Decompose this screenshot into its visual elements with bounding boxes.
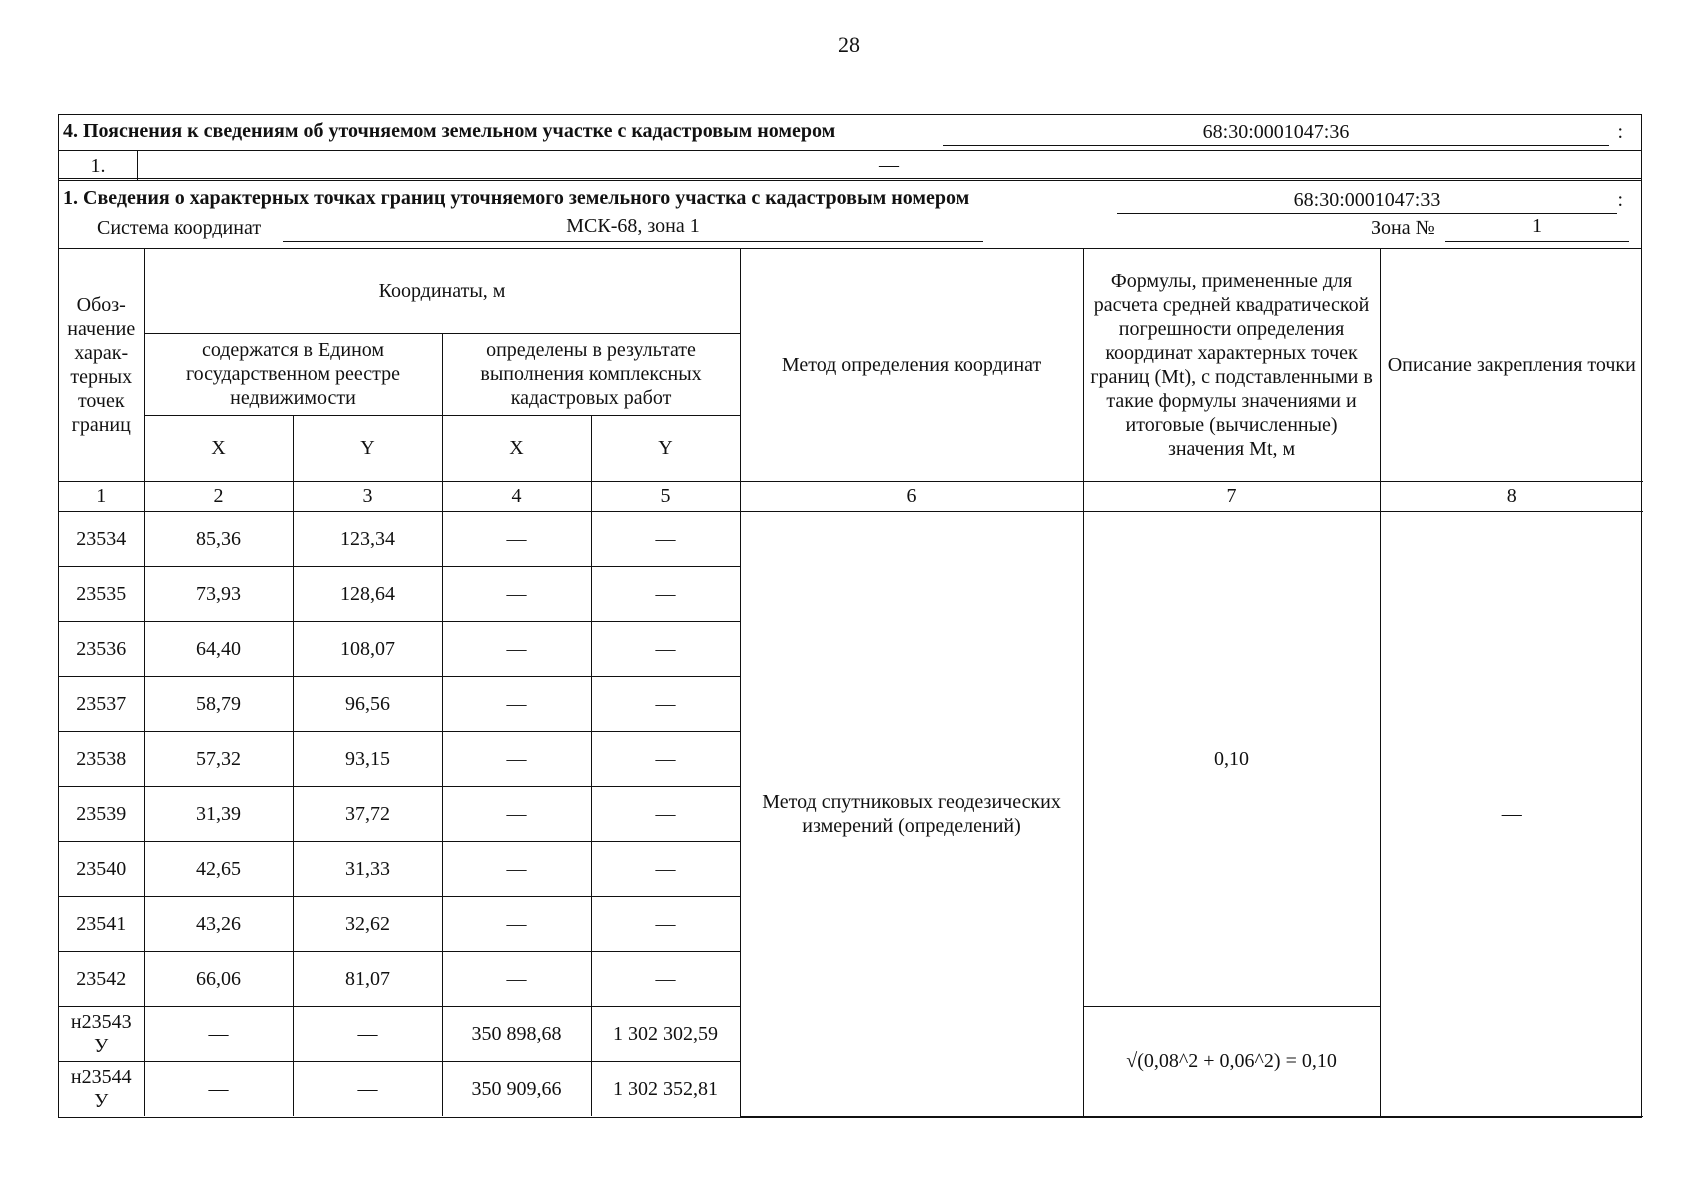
x-registry: — (144, 1006, 293, 1061)
header-x-registry: X (144, 415, 293, 481)
x-determined: — (442, 841, 591, 896)
y-determined: — (591, 896, 740, 951)
y-determined: — (591, 951, 740, 1006)
column-number: 5 (591, 481, 740, 511)
zone-value: 1 (1445, 215, 1629, 242)
x-registry: 66,06 (144, 951, 293, 1006)
point-designation: 23537 (59, 676, 144, 731)
section-4-colon: : (1617, 121, 1623, 143)
x-registry: 73,93 (144, 566, 293, 621)
y-determined: — (591, 621, 740, 676)
point-designation: н23543 У (59, 1006, 144, 1061)
x-determined: — (442, 621, 591, 676)
document-sheet (58, 114, 1642, 1118)
x-determined: — (442, 511, 591, 566)
column-number: 1 (59, 481, 144, 511)
x-determined: — (442, 951, 591, 1006)
y-registry: 123,34 (293, 511, 442, 566)
y-determined: — (591, 566, 740, 621)
point-designation: н23544 У (59, 1061, 144, 1116)
coord-system-value: МСК-68, зона 1 (283, 215, 983, 242)
mt-value-existing: 0,10 (1083, 511, 1380, 1006)
x-registry: 58,79 (144, 676, 293, 731)
point-designation: 23541 (59, 896, 144, 951)
x-determined: — (442, 566, 591, 621)
y-determined: — (591, 511, 740, 566)
header-formulas: Формулы, примененные для расчета средней квадратической погрешности определения координат характерных точек границ (Mt), с подставленными в такие формулы значениями и итоговые (вычисленные) значения Mt, м (1083, 249, 1380, 481)
x-registry: 57,32 (144, 731, 293, 786)
column-number: 2 (144, 481, 293, 511)
y-registry: 81,07 (293, 951, 442, 1006)
point-designation: 23540 (59, 841, 144, 896)
section-4-header (59, 115, 1641, 151)
y-registry: 31,33 (293, 841, 442, 896)
column-number-row (59, 481, 1643, 511)
y-registry: 32,62 (293, 896, 442, 951)
x-registry: 42,65 (144, 841, 293, 896)
point-designation: 23536 (59, 621, 144, 676)
x-determined: — (442, 676, 591, 731)
x-registry: 31,39 (144, 786, 293, 841)
description-value: — (1380, 511, 1643, 1116)
section-4-title: 4. Пояснения к сведениям об уточняемом земельном участке с кадастровым номером (63, 120, 836, 142)
point-designation: 23539 (59, 786, 144, 841)
mt-formula-new: √(0,08^2 + 0,06^2) = 0,10 (1083, 1006, 1380, 1116)
section-1-header (59, 181, 1641, 249)
table-row (59, 511, 1643, 566)
x-registry: 85,36 (144, 511, 293, 566)
x-determined: 350 898,68 (442, 1006, 591, 1061)
x-registry: 64,40 (144, 621, 293, 676)
header-y-determined: Y (591, 415, 740, 481)
y-determined: — (591, 676, 740, 731)
column-number: 8 (1380, 481, 1643, 511)
header-coordinates: Координаты, м (144, 249, 740, 333)
x-determined: — (442, 731, 591, 786)
y-registry: 108,07 (293, 621, 442, 676)
header-y-registry: Y (293, 415, 442, 481)
y-determined: — (591, 841, 740, 896)
point-designation: 23542 (59, 951, 144, 1006)
header-designation: Обоз-начение харак-терных точек границ (59, 249, 144, 481)
y-registry: 37,72 (293, 786, 442, 841)
section-4-item-index: 1. (59, 151, 138, 181)
zone-label: Зона № (1371, 217, 1435, 239)
y-registry: 93,15 (293, 731, 442, 786)
y-determined: — (591, 786, 740, 841)
boundary-points-table (59, 249, 1643, 1117)
column-number: 6 (740, 481, 1083, 511)
column-number: 4 (442, 481, 591, 511)
point-designation: 23538 (59, 731, 144, 786)
header-description: Описание закрепления точки (1380, 249, 1643, 481)
section-1-title: 1. Сведения о характерных точках границ уточняемого земельного участка с кадастровым номером (63, 187, 970, 209)
y-determined: 1 302 302,59 (591, 1006, 740, 1061)
section-1-colon: : (1617, 189, 1623, 211)
x-registry: 43,26 (144, 896, 293, 951)
point-designation: 23534 (59, 511, 144, 566)
y-determined: 1 302 352,81 (591, 1061, 740, 1116)
y-registry: — (293, 1061, 442, 1116)
x-determined: — (442, 786, 591, 841)
method-value: Метод спутниковых геодезических измерений (определений) (740, 511, 1083, 1116)
section-4-item-value: — (879, 154, 899, 176)
coord-system-label: Система координат (97, 217, 262, 239)
y-registry: 128,64 (293, 566, 442, 621)
header-method: Метод определения координат (740, 249, 1083, 481)
y-registry: — (293, 1006, 442, 1061)
header-in-registry: содержатся в Едином государственном реестре недвижимости (144, 333, 442, 415)
header-x-determined: X (442, 415, 591, 481)
x-registry: — (144, 1061, 293, 1116)
section-4-item (59, 151, 1641, 181)
section-4-cadastral-number: 68:30:0001047:36 (943, 121, 1609, 146)
column-number: 7 (1083, 481, 1380, 511)
point-designation: 23535 (59, 566, 144, 621)
x-determined: — (442, 896, 591, 951)
y-registry: 96,56 (293, 676, 442, 731)
column-number: 3 (293, 481, 442, 511)
y-determined: — (591, 731, 740, 786)
header-determined: определены в результате выполнения комплексных кадастровых работ (442, 333, 740, 415)
page-number: 28 (838, 32, 860, 57)
x-determined: 350 909,66 (442, 1061, 591, 1116)
section-1-cadastral-number: 68:30:0001047:33 (1117, 189, 1617, 214)
header-row-1 (59, 249, 1643, 333)
